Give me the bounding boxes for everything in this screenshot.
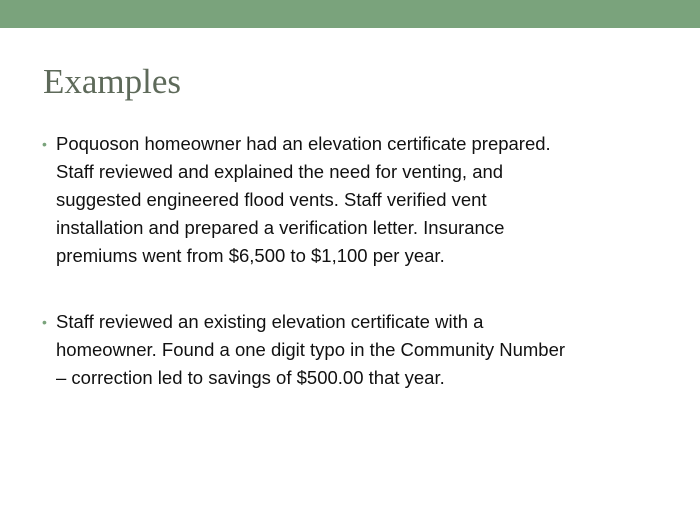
slide-title: Examples [43,62,182,101]
bullet-list [42,130,682,430]
bullet-line: homeowner. Found a one digit typo in the Community Number [56,339,566,360]
bullet-text [56,130,682,270]
top-accent-bar [0,0,700,28]
bullet-line: suggested engineered flood vents. Staff verified vent [56,189,487,210]
bullet-item [42,130,682,270]
bullet-text [56,308,682,392]
bullet-line: – correction led to savings of $500.00 that year. [56,367,445,388]
bullet-line: Staff reviewed and explained the need for venting, and [56,161,504,182]
bullet-marker-icon: • [42,136,47,152]
bullet-marker-icon: • [42,314,47,330]
bullet-line: Poquoson homeowner had an elevation certificate prepared. [56,133,551,154]
bullet-item [42,308,682,392]
bullet-line: installation and prepared a verification letter. Insurance [56,217,505,238]
bullet-line: premiums went from $6,500 to $1,100 per year. [56,245,445,266]
bullet-line: Staff reviewed an existing elevation certificate with a [56,311,484,332]
